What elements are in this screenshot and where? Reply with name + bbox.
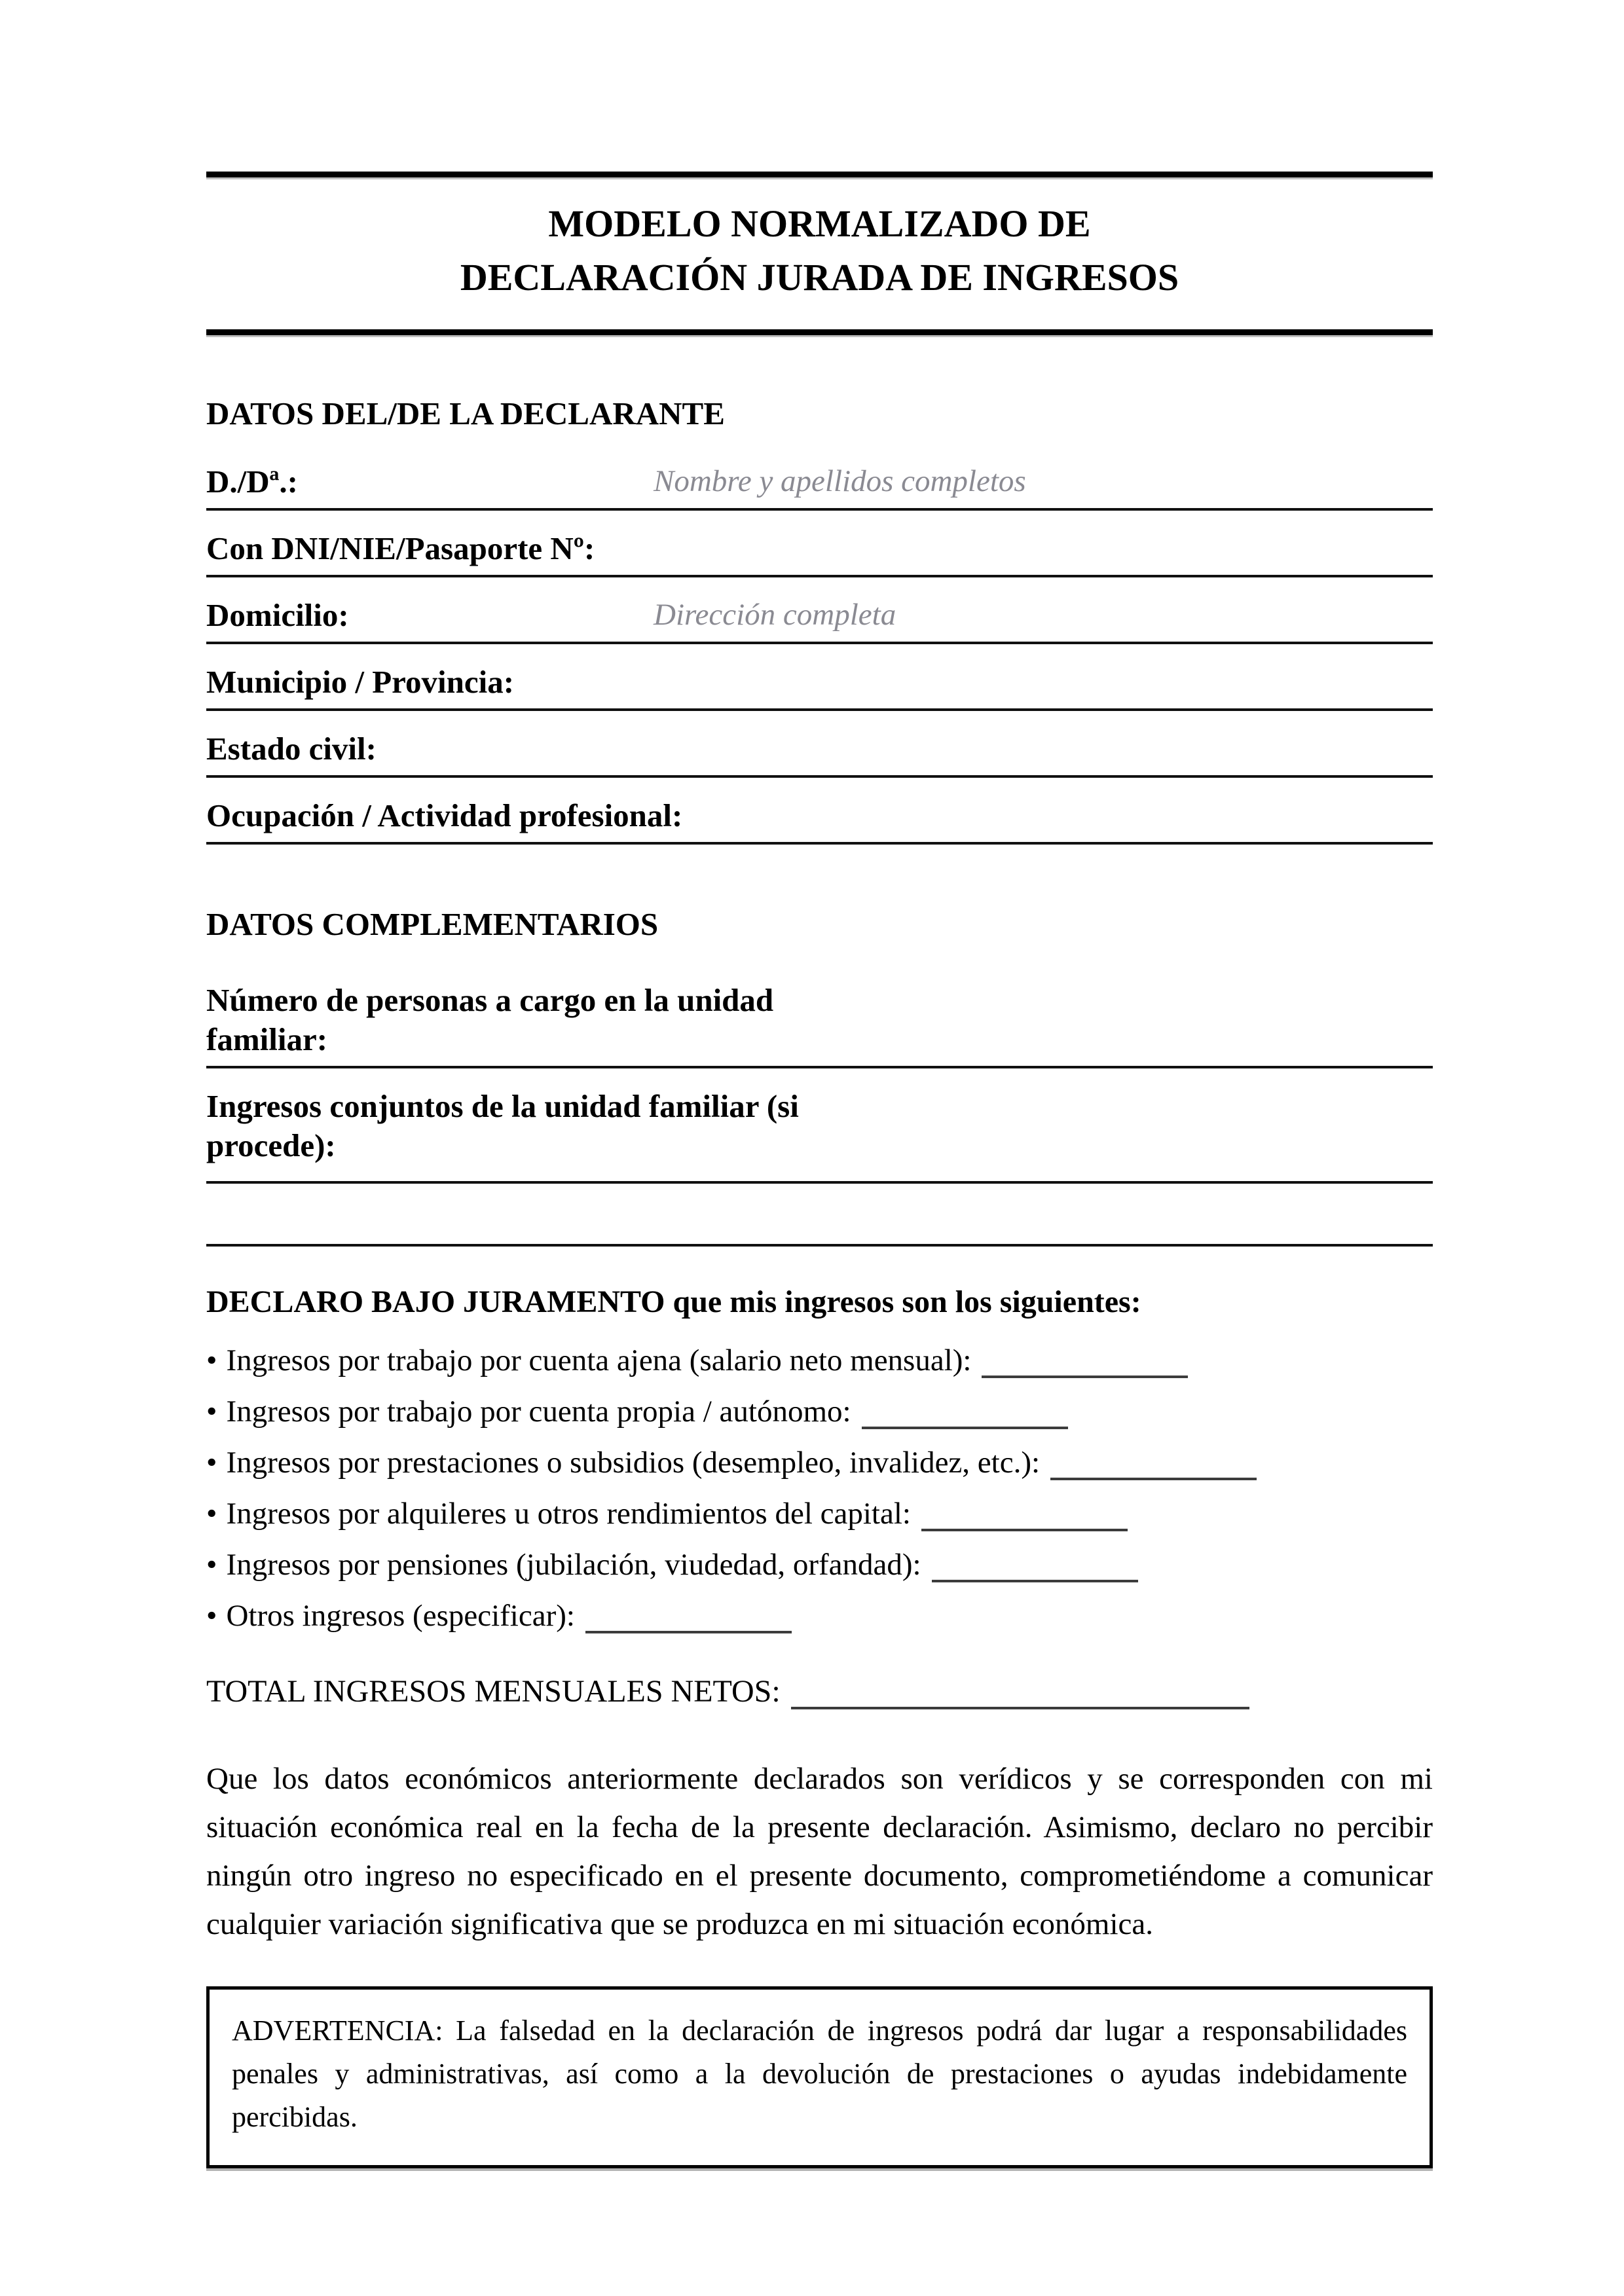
total-row xyxy=(206,1672,1433,1711)
total-amount-blank[interactable] xyxy=(791,1707,1249,1709)
title-top-rule xyxy=(206,172,1433,177)
field-label-ingresos-conjuntos: Ingresos conjuntos de la unidad familiar (si procede): xyxy=(206,1088,799,1163)
field-placeholder-domicilio: Dirección completa xyxy=(654,598,896,632)
income-item-pensiones xyxy=(206,1545,1433,1584)
income-item-label: Otros ingresos (especificar): xyxy=(226,1599,575,1633)
income-amount-blank[interactable] xyxy=(585,1631,792,1633)
bullet-icon: • xyxy=(206,1497,217,1531)
income-item-alquileres xyxy=(206,1494,1433,1533)
field-row-empty[interactable] xyxy=(206,1184,1433,1247)
field-label-nombre: D./Dª.: xyxy=(206,464,298,500)
bullet-icon: • xyxy=(206,1394,217,1429)
income-item-salario xyxy=(206,1341,1433,1380)
warning-text: ADVERTENCIA: La falsedad en la declaración de ingresos podrá dar lugar a responsabilidades penales y administrativas, así como a la devolución de prestaciones o ayudas indebidamente percibidas. xyxy=(232,2014,1407,2133)
document-title xyxy=(206,177,1433,329)
bullet-icon: • xyxy=(206,1446,217,1480)
income-item-label: Ingresos por pensiones (jubilación, viudedad, orfandad): xyxy=(226,1548,921,1582)
income-amount-blank[interactable] xyxy=(932,1580,1138,1582)
section-heading-complementarios: DATOS COMPLEMENTARIOS xyxy=(206,906,659,942)
field-placeholder-nombre: Nombre y apellidos completos xyxy=(654,464,1026,498)
field-row-ingresos-conjuntos[interactable] xyxy=(206,1068,1433,1184)
income-amount-blank[interactable] xyxy=(982,1376,1188,1378)
field-row-personas-cargo[interactable] xyxy=(206,962,1433,1068)
total-label: TOTAL INGRESOS MENSUALES NETOS: xyxy=(206,1674,781,1709)
field-label-estado-civil: Estado civil: xyxy=(206,731,377,767)
title-line-2: DECLARACIÓN JURADA DE INGRESOS xyxy=(460,256,1179,299)
income-item-subsidios xyxy=(206,1443,1433,1482)
field-label-personas-cargo: Número de personas a cargo en la unidad familiar: xyxy=(206,982,774,1057)
field-label-dni: Con DNI/NIE/Pasaporte Nº: xyxy=(206,530,595,566)
field-label-municipio: Municipio / Provincia: xyxy=(206,664,515,700)
bullet-icon: • xyxy=(206,1343,217,1377)
title-bottom-rule xyxy=(206,329,1433,335)
income-item-label: Ingresos por trabajo por cuenta ajena (salario neto mensual): xyxy=(226,1343,972,1377)
field-row-nombre[interactable] xyxy=(206,444,1433,511)
income-amount-blank[interactable] xyxy=(1050,1478,1257,1480)
field-row-domicilio[interactable] xyxy=(206,577,1433,644)
field-label-domicilio: Domicilio: xyxy=(206,597,349,633)
income-item-autonomo xyxy=(206,1392,1433,1431)
income-item-label: Ingresos por trabajo por cuenta propia / autónomo: xyxy=(226,1394,851,1429)
field-row-municipio[interactable] xyxy=(206,644,1433,711)
section-heading-declaro: DECLARO BAJO JURAMENTO que mis ingresos son los siguientes: xyxy=(206,1285,1141,1319)
income-item-label: Ingresos por prestaciones o subsidios (desempleo, invalidez, etc.): xyxy=(226,1446,1041,1480)
field-row-dni[interactable] xyxy=(206,511,1433,577)
bullet-icon: • xyxy=(206,1548,217,1582)
section-heading-declarante: DATOS DEL/DE LA DECLARANTE xyxy=(206,395,725,431)
income-item-otros xyxy=(206,1596,1433,1635)
field-row-ocupacion[interactable] xyxy=(206,778,1433,845)
field-label-ocupacion: Ocupación / Actividad profesional: xyxy=(206,797,683,833)
income-amount-blank[interactable] xyxy=(862,1427,1068,1429)
title-line-1: MODELO NORMALIZADO DE xyxy=(548,202,1091,245)
income-bullet-list xyxy=(206,1341,1433,1635)
statement-paragraph: Que los datos económicos anteriormente declarados son verídicos y se corresponden con mi situación económica real en la fecha de la presente declaración. Asimismo, declaro no percibir ningún otro ingreso no especificado en el presente documento, comprometiéndome a comunicar cualquier variación significativa que se produzca en mi situación económica. xyxy=(206,1762,1433,1941)
income-amount-blank[interactable] xyxy=(921,1529,1128,1531)
income-item-label: Ingresos por alquileres u otros rendimientos del capital: xyxy=(226,1497,911,1531)
bullet-icon: • xyxy=(206,1599,217,1633)
warning-box xyxy=(206,1986,1433,2168)
field-row-estado-civil[interactable] xyxy=(206,711,1433,778)
